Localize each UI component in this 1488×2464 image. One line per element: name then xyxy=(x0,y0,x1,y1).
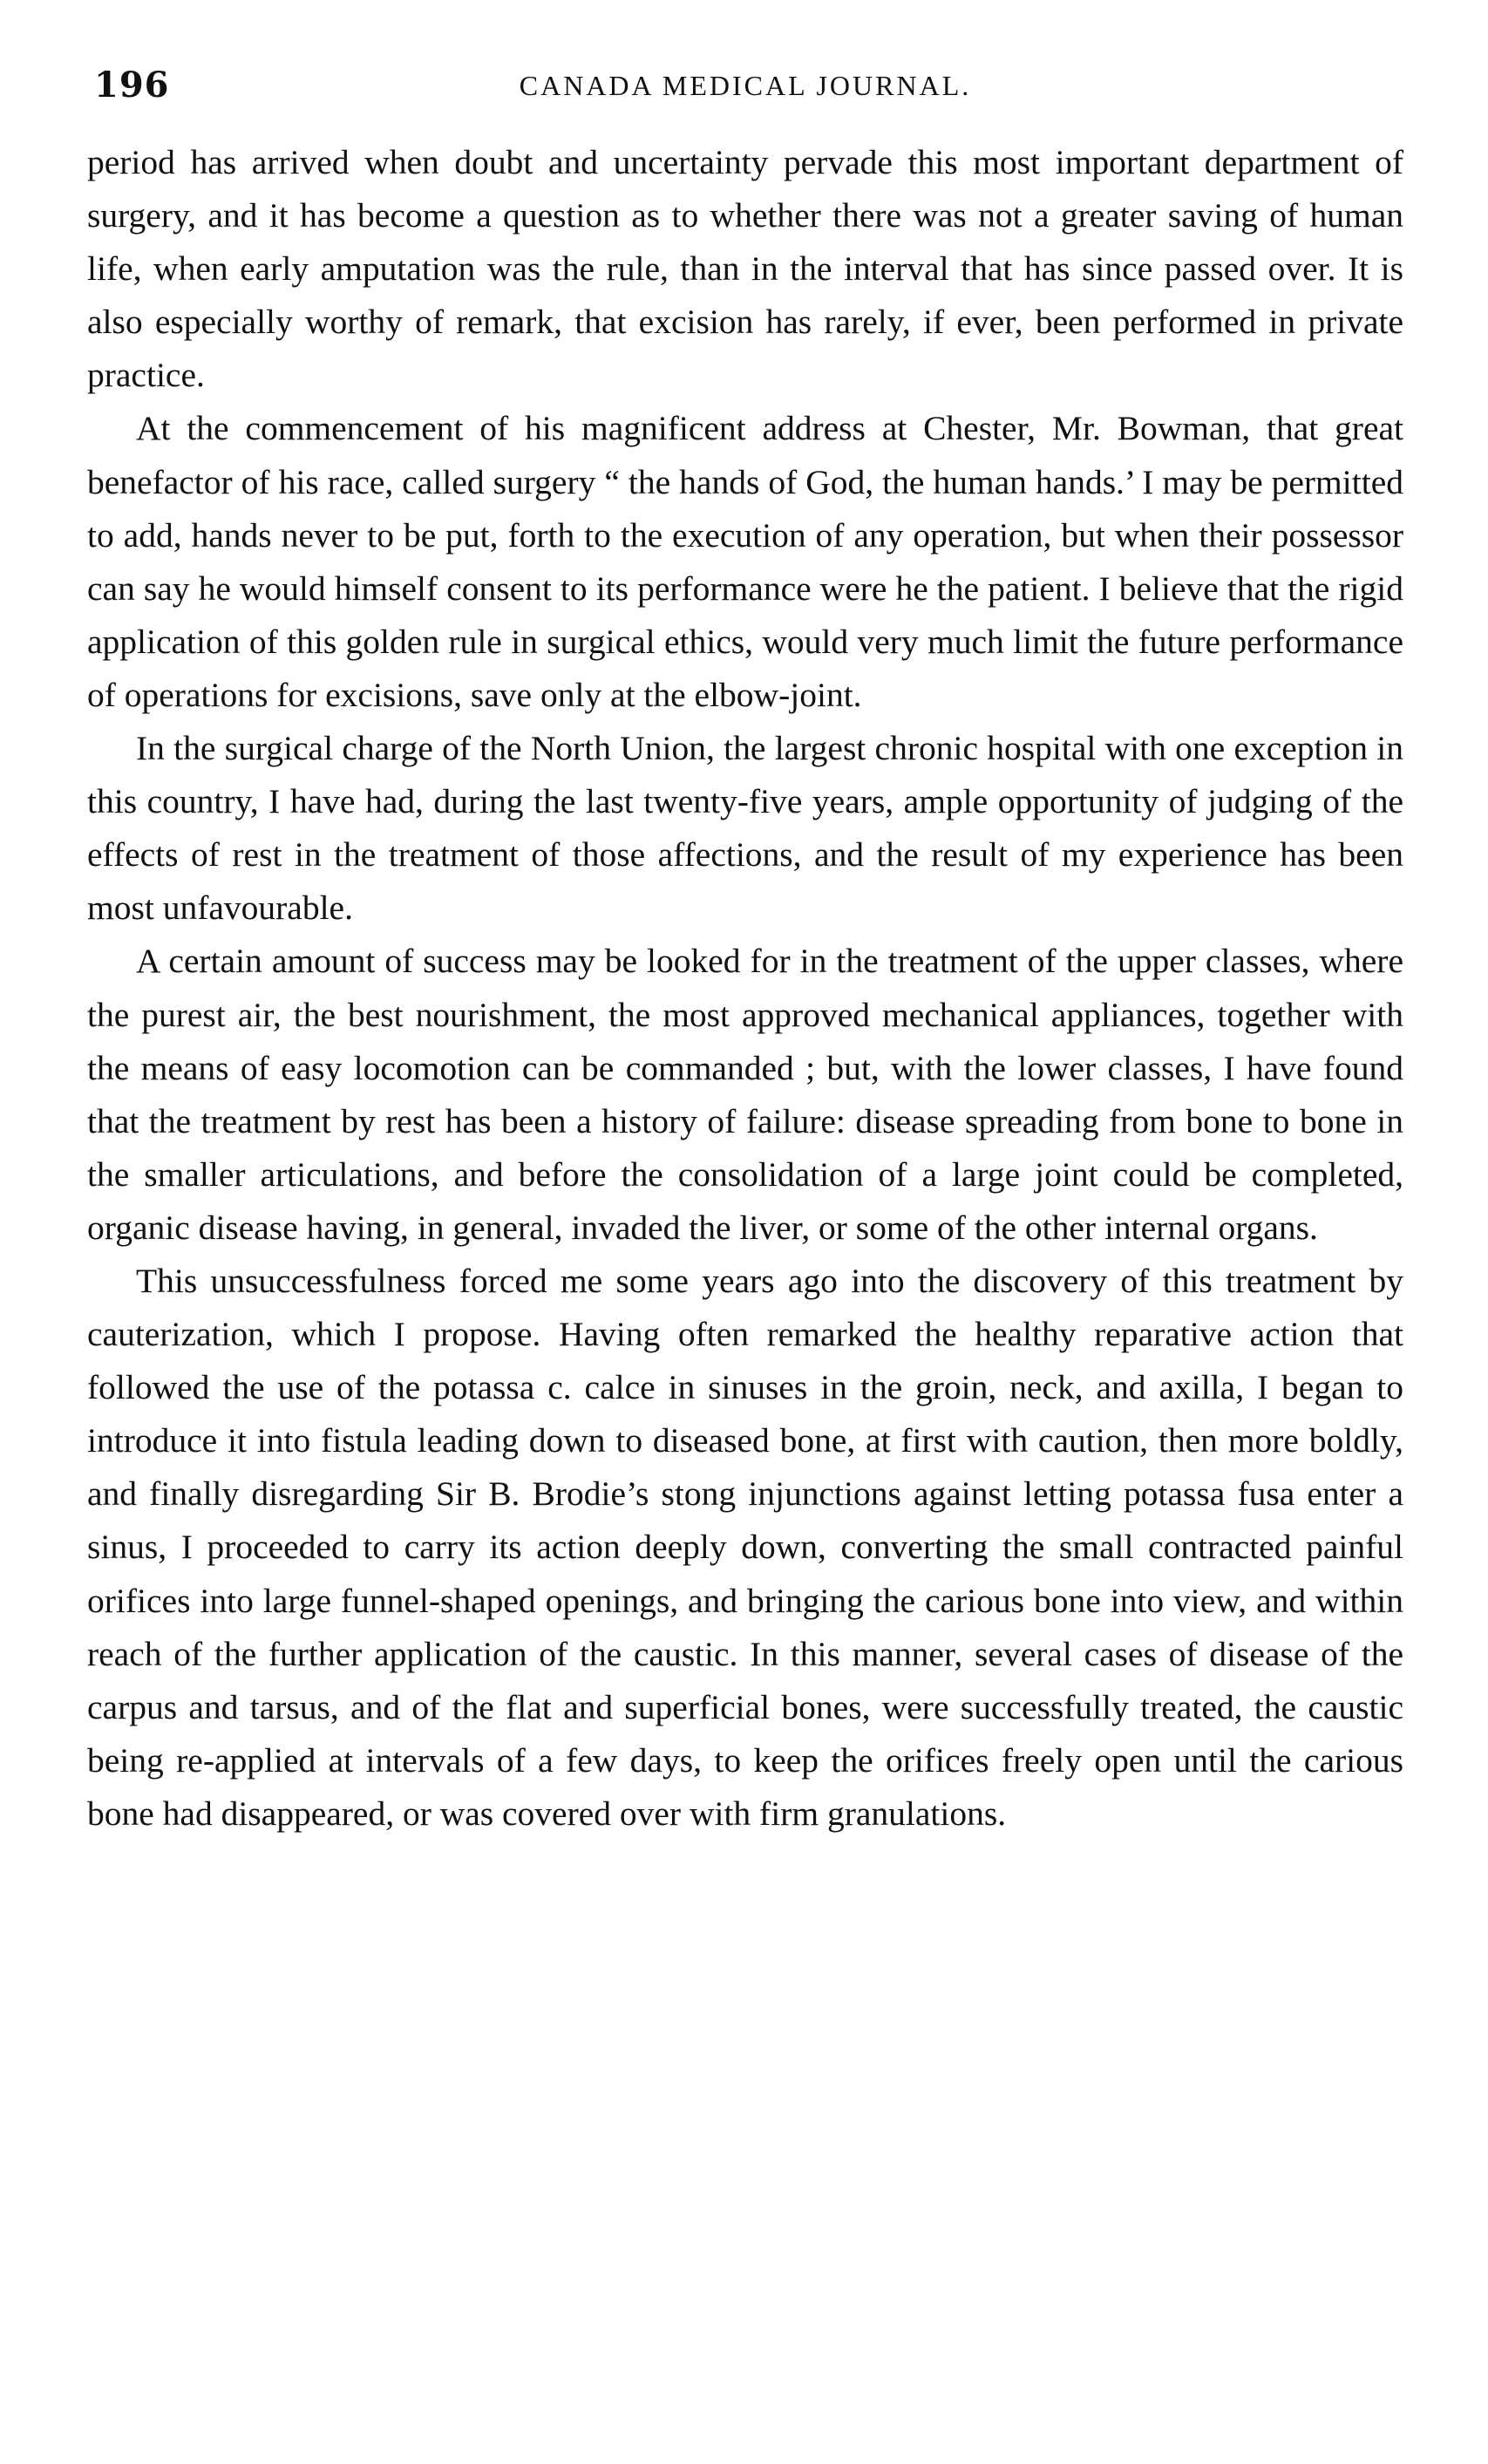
article-body xyxy=(87,136,1403,1841)
journal-title: CANADA MEDICAL JOURNAL. xyxy=(519,70,972,101)
page-number: 196 xyxy=(94,65,170,106)
paragraph-5: This unsuccessfulness forced me some years ago into the discovery of this treatment by cauterization, which I propose. Having often remarked the healthy reparative action that followed the use of the potassa c. calce in sinuses in the groin, neck, and axilla, I began to introduce it into fistula leading down to diseased bone, at first with caution, then more boldly, and finally disregarding Sir B. Brodie’s stong injunctions against letting potassa fusa enter a sinus, I proceeded to carry its action deeply down, converting the small contracted painful orifices into large funnel-shaped openings, and bringing the carious bone into view, and within reach of the further application of the caustic. In this manner, several cases of disease of the carpus and tarsus, and of the flat and superficial bones, were successfully treated, the caustic being re-applied at intervals of a few days, to keep the orifices freely open until the carious bone had disappeared, or was covered over with firm granulations. xyxy=(87,1261,1403,1833)
paragraph-4: A certain amount of success may be looked for in the treatment of the upper classes, where the purest air, the best nourishment, the most approved mechanical appliances, together with the means of easy locomotion can be commanded ; but, with the lower classes, I have found that the treatment by rest has been a history of failure: disease spreading from bone to bone in the smaller articulations, and before the consolidation of a large joint could be completed, organic disease having, in general, invaded the liver, or some of the other internal organs. xyxy=(87,942,1403,1247)
paragraph-1: period has arrived when doubt and uncertainty pervade this most important department of surgery, and it has become a question as to whether there was not a greater saving of human life, when early amputation was the rule, than in the interval that has since passed over. It is also especially worthy of remark, that excision has rarely, if ever, been performed in private practice. xyxy=(87,143,1403,395)
paragraph-2: At the commencement of his magnificent address at Chester, Mr. Bowman, that great benefactor of his race, called surgery “ the hands of God, the human hands.’ I may be permitted to add, hands never to be put, forth to the execution of any operation, but when their possessor can say he would himself consent to its performance were he the patient. I believe that the rigid application of this golden rule in surgical ethics, would very much limit the future performance of operations for excisions, save only at the elbow-joint. xyxy=(87,409,1403,714)
journal-page xyxy=(87,52,1403,2406)
paragraph-3: In the surgical charge of the North Union, the largest chronic hospital with one exception in this country, I have had, during the last twenty-five years, ample opportunity of judging of the effects of rest in the treatment of those affections, and the result of my experience has been most unfavourable. xyxy=(87,729,1403,928)
running-head xyxy=(87,52,1403,131)
